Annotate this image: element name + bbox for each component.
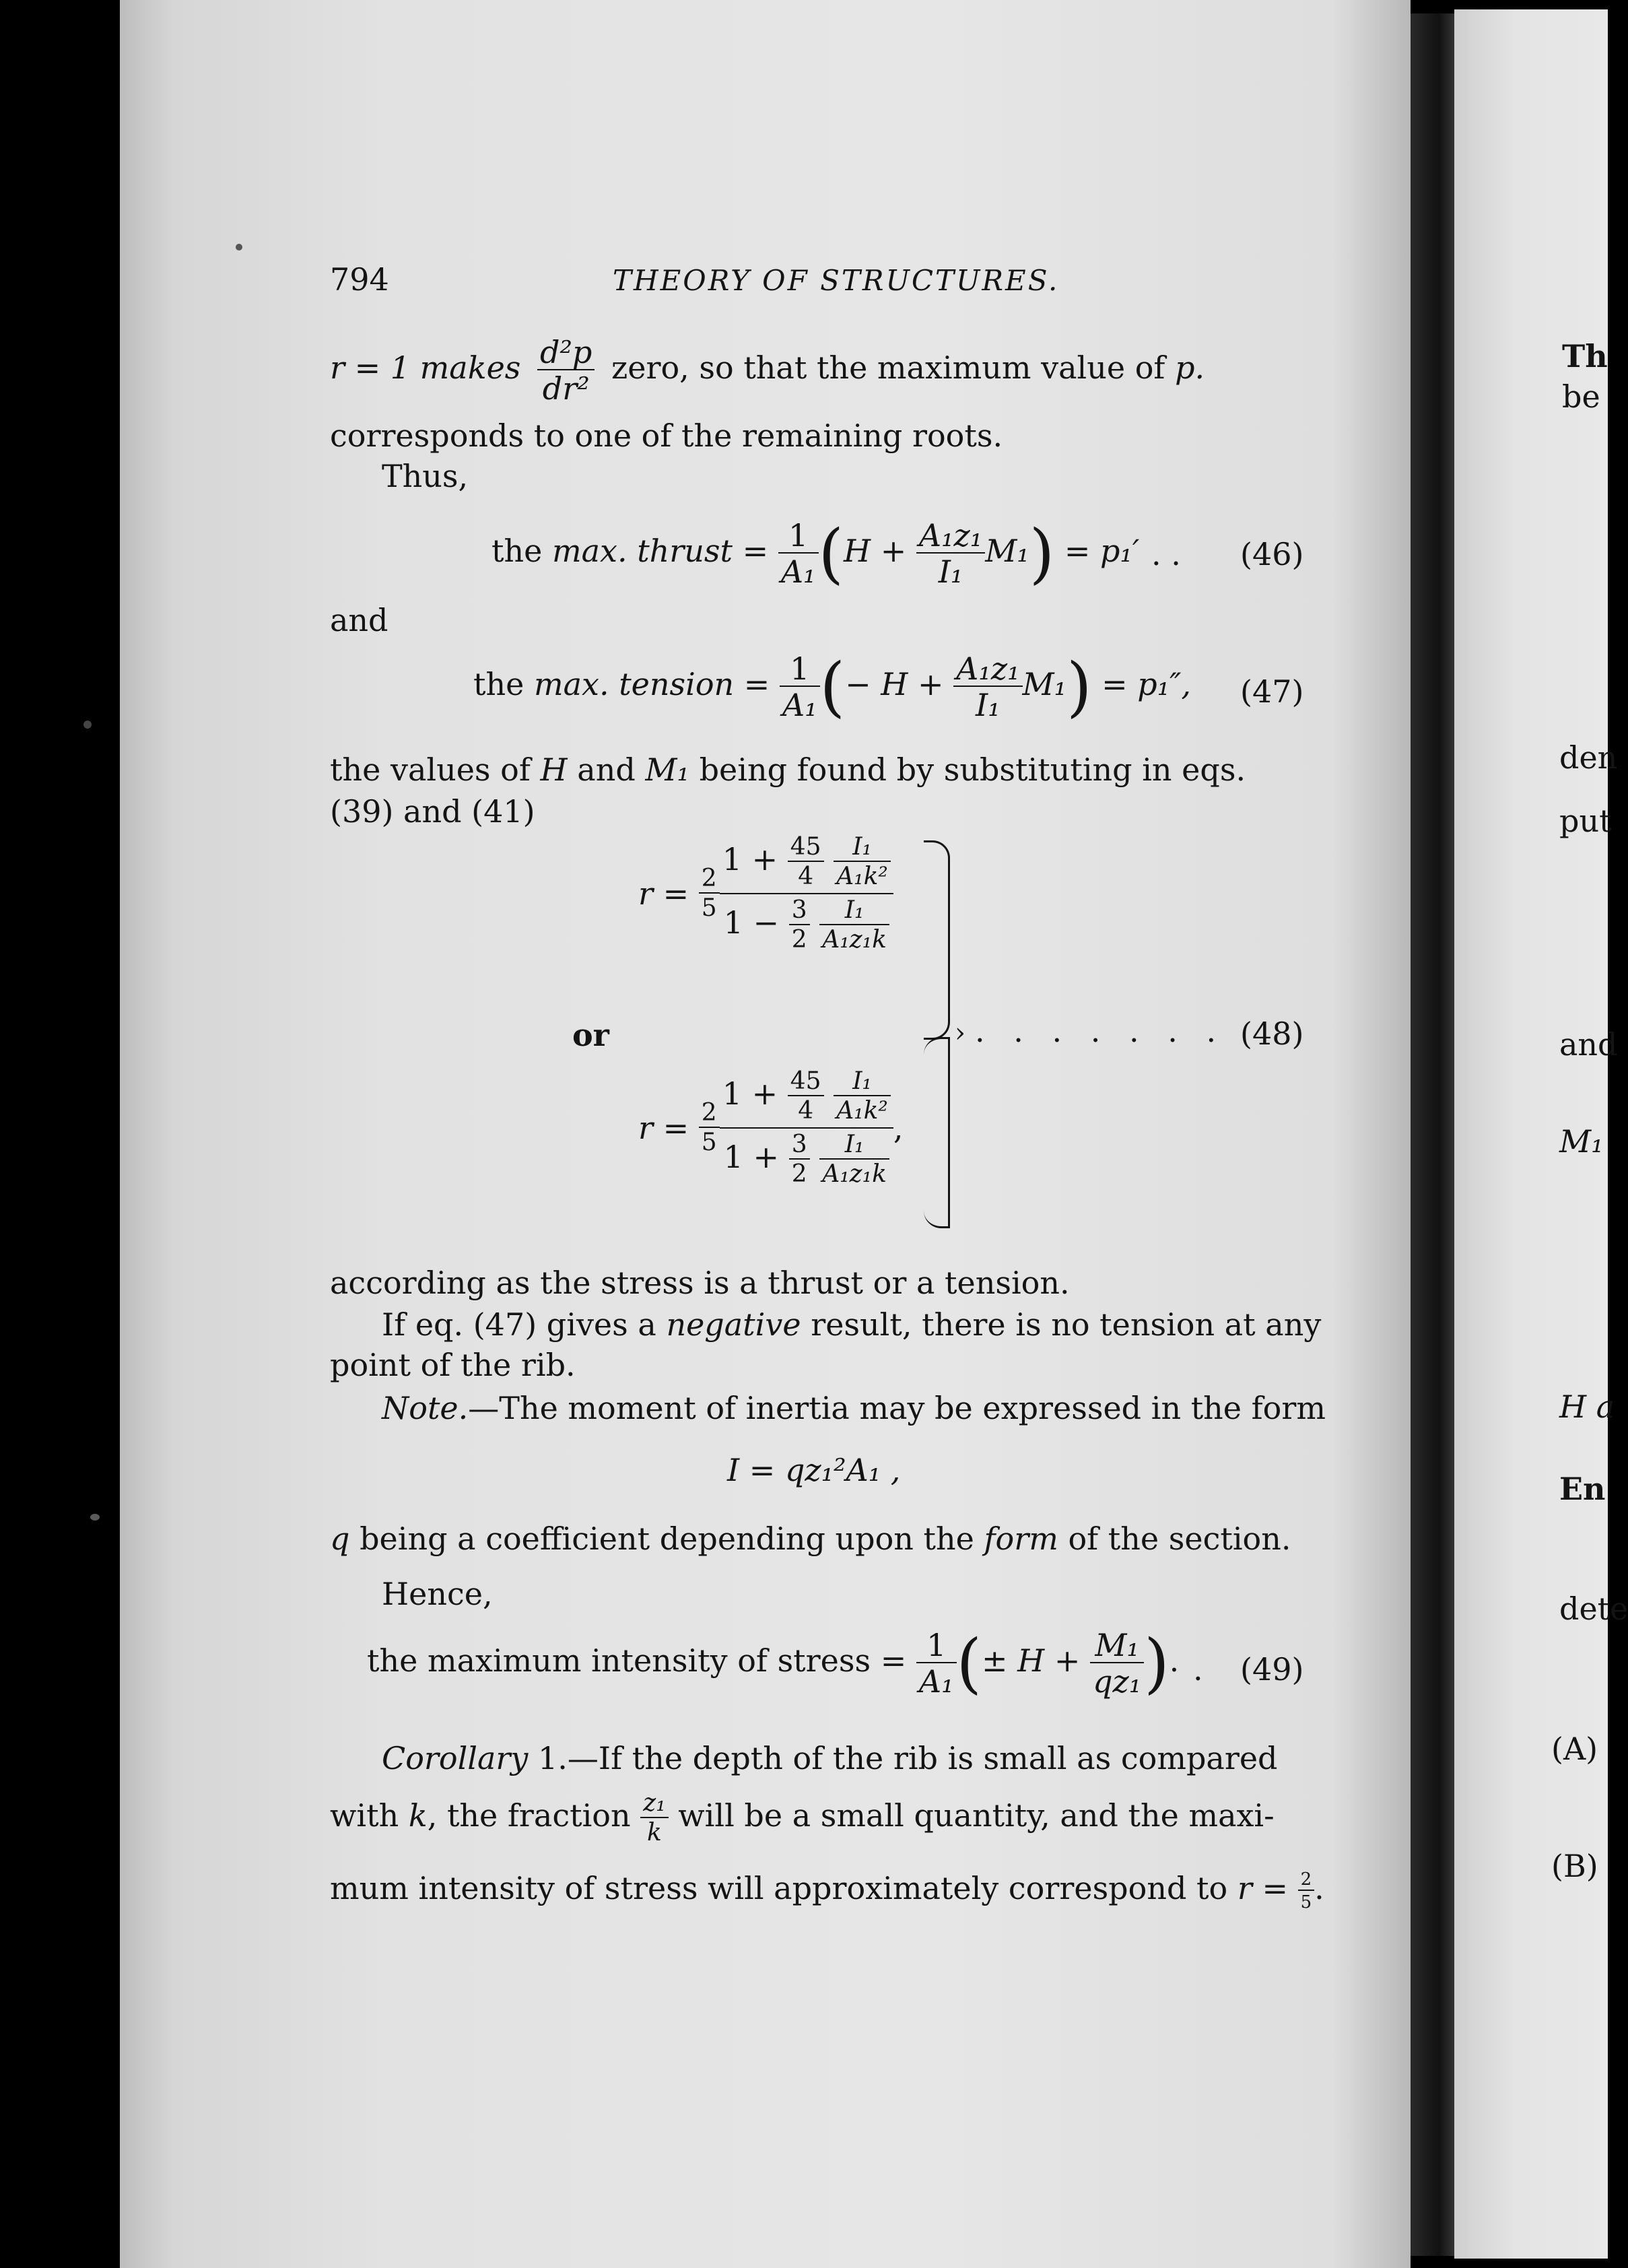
frac-den: dr²	[542, 370, 590, 407]
right-frag-be: be	[1562, 378, 1600, 415]
values-line1	[330, 752, 1246, 788]
eq-end: .	[1169, 1642, 1180, 1679]
mum-line	[330, 1871, 1324, 1911]
frac-num: I₁	[834, 835, 891, 862]
text: 1 +	[723, 1139, 780, 1175]
frac-num: 2	[699, 1101, 720, 1128]
var-H: H	[540, 752, 568, 788]
paren-open: (	[819, 649, 846, 725]
eq-lhs: max. tension	[533, 666, 735, 702]
text: 1 +	[722, 841, 778, 877]
frac-num: I₁	[819, 1133, 889, 1160]
right-frag-ha: H a	[1559, 1389, 1615, 1425]
if-line	[382, 1306, 1322, 1343]
brace-top	[924, 840, 950, 1040]
frac-den: 4	[798, 863, 814, 890]
frac-den: A₁	[918, 1663, 954, 1700]
eq-rhs: = p₁′	[1064, 533, 1140, 569]
right-frag-put: put	[1559, 803, 1612, 839]
frac-den: A₁k²	[836, 863, 888, 890]
according-line: according as the stress is a thrust or a tension.	[330, 1265, 1070, 1301]
eq48-dots: . . . . . . .	[975, 1013, 1226, 1049]
text: being found by substituting in eqs.	[699, 752, 1246, 788]
var-k: k	[408, 1797, 428, 1834]
inertia-equation: I = qz₁²A₁ ,	[727, 1452, 901, 1488]
and-word: and	[330, 602, 388, 638]
line1-fraction	[537, 334, 595, 407]
var-M1: M₁	[645, 752, 689, 788]
right-frag-en: En	[1559, 1471, 1606, 1507]
point-line: point of the rib.	[330, 1347, 576, 1383]
right-frag-th: Th	[1562, 338, 1608, 374]
frac-num: I₁	[834, 1069, 891, 1096]
italic-text: negative	[666, 1306, 801, 1343]
coef-frac	[699, 1101, 720, 1155]
frac-den: 5	[701, 1129, 717, 1156]
frac-den: A₁z₁k	[822, 1160, 887, 1188]
frac-num: M₁	[1090, 1630, 1144, 1663]
text: .	[1314, 1870, 1324, 1906]
eq48-r2	[638, 1069, 904, 1187]
text: 1 +	[722, 1075, 778, 1112]
eq49-label: (49)	[1240, 1651, 1304, 1688]
with-frac	[640, 1791, 668, 1845]
italic-text: form	[984, 1521, 1058, 1557]
eq-sign: =	[742, 533, 769, 569]
eq46-dots: . .	[1151, 536, 1181, 572]
right-frag-m1: M₁	[1559, 1123, 1604, 1160]
mum-frac	[1298, 1871, 1315, 1911]
eq-h: H +	[843, 533, 907, 569]
frac-den: 4	[798, 1097, 814, 1125]
frac-den: k	[647, 1819, 662, 1846]
text: result, there is no tension at any	[811, 1306, 1322, 1343]
frac-num: d²p	[537, 337, 595, 370]
text: If eq. (47) gives a	[382, 1306, 656, 1343]
r-lhs: r =	[638, 1110, 689, 1146]
with-line	[330, 1791, 1275, 1845]
frac-num: z₁	[640, 1791, 668, 1818]
thus: Thus,	[382, 458, 469, 494]
right-frag-a: (A)	[1551, 1731, 1598, 1767]
line1-rest: zero, so that the maximum value of	[611, 349, 1165, 386]
frac-num: 1	[916, 1630, 957, 1663]
frac-num: 3	[789, 1133, 810, 1160]
eq-sign: =	[1262, 1870, 1288, 1906]
eq-m: M₁	[985, 533, 1029, 569]
frac-den: 5	[701, 894, 717, 922]
text: 1 −	[723, 904, 780, 941]
frac-den: 2	[791, 1160, 807, 1188]
big-frac-den	[720, 894, 893, 952]
eq-prefix: the	[473, 666, 524, 702]
eq-sign: =	[743, 666, 770, 702]
right-frag-den: den	[1559, 739, 1618, 776]
page-number: 794	[330, 261, 389, 298]
eq-frac	[780, 653, 820, 721]
corollary-label: Corollary	[382, 1740, 529, 1776]
equation-46	[491, 516, 1140, 591]
var-r: r	[1237, 1870, 1252, 1906]
eq-h: ± H +	[982, 1642, 1081, 1679]
eq48-r1	[638, 835, 893, 952]
paren-open: (	[956, 1626, 982, 1701]
note-line	[382, 1390, 1326, 1426]
or-word: or	[572, 1017, 609, 1053]
frac-num: 1	[780, 653, 820, 687]
eq47-label: (47)	[1240, 673, 1304, 710]
running-title: THEORY OF STRUCTURES.	[613, 264, 1060, 297]
brace-tip: ›	[955, 1018, 965, 1048]
eq-h: − H +	[845, 666, 944, 702]
values-line2: (39) and (41)	[330, 793, 535, 830]
corollary-line	[382, 1740, 1278, 1776]
eq-inner-frac	[916, 517, 985, 590]
paren-close: )	[1029, 516, 1055, 591]
frac-num: 45	[788, 835, 824, 862]
note-label: Note.	[382, 1390, 469, 1426]
right-frag-b: (B)	[1551, 1848, 1598, 1884]
eq-m: M₁	[1022, 666, 1067, 702]
comma: ,	[893, 1110, 904, 1146]
eq-prefix: the	[491, 533, 543, 569]
eq-lhs: the maximum intensity of stress =	[367, 1642, 907, 1679]
coef-frac	[699, 867, 720, 921]
line1	[330, 334, 1205, 407]
eq48-label: (48)	[1240, 1015, 1304, 1052]
frac-den: qz₁	[1093, 1663, 1142, 1700]
frac-den: I₁	[938, 554, 963, 590]
text: —The moment of inertia may be expressed in the form	[468, 1390, 1326, 1426]
frac-den: A₁	[782, 687, 817, 723]
speck	[236, 244, 242, 251]
text: of the section.	[1068, 1521, 1291, 1557]
paren-close: )	[1144, 1626, 1169, 1701]
big-frac	[720, 1069, 893, 1187]
right-frag-dete: dete	[1559, 1591, 1628, 1627]
eq-lhs: max. thrust	[551, 533, 733, 569]
big-frac-den	[720, 1129, 893, 1187]
speck	[90, 1514, 100, 1521]
frac-num: 1	[778, 520, 819, 554]
var-q: q	[330, 1521, 350, 1557]
frac-num: 2	[1298, 1871, 1315, 1891]
r-lhs: r =	[638, 875, 689, 912]
eq49-dots: .	[1193, 1651, 1203, 1688]
paren-close: )	[1066, 649, 1092, 725]
text: and	[577, 752, 636, 788]
big-frac	[720, 835, 893, 952]
frac-den: 2	[791, 926, 807, 954]
text: with	[330, 1797, 399, 1834]
text: mum intensity of stress will approximately correspond to	[330, 1870, 1228, 1906]
frac-den: 5	[1300, 1892, 1312, 1912]
frac-num: A₁z₁	[916, 520, 985, 554]
big-frac-num	[720, 835, 893, 894]
frac-num: A₁z₁	[953, 653, 1022, 687]
text: 1.—If the depth of the rib is small as compared	[538, 1740, 1278, 1776]
eq-frac	[778, 517, 819, 590]
eq46-label: (46)	[1240, 536, 1304, 572]
frac-den: A₁k²	[836, 1097, 888, 1125]
frac-num: 3	[789, 898, 810, 925]
frac-den: I₁	[976, 687, 1000, 723]
right-frag-and: and	[1559, 1026, 1618, 1063]
text: being a coefficient depending upon the	[360, 1521, 974, 1557]
line2: corresponds to one of the remaining roots.	[330, 418, 1003, 454]
text: , the fraction	[427, 1797, 631, 1834]
frac-num: 45	[788, 1069, 824, 1096]
eq-rhs: = p₁″,	[1101, 666, 1191, 702]
q-line	[330, 1521, 1291, 1557]
big-frac-num	[720, 1069, 893, 1129]
frac-den: A₁	[780, 554, 816, 590]
eq-inner-frac	[953, 653, 1022, 721]
book-gutter	[1411, 13, 1458, 2256]
text: the values of	[330, 752, 531, 788]
speck	[83, 721, 92, 729]
frac-num: 2	[699, 867, 720, 894]
hence: Hence,	[382, 1576, 493, 1612]
equation-47	[473, 649, 1191, 725]
eq-frac	[916, 1627, 957, 1700]
line1-end: p.	[1175, 349, 1205, 386]
frac-den: A₁z₁k	[822, 926, 887, 954]
brace-bottom	[924, 1037, 950, 1228]
paren-open: (	[818, 516, 844, 591]
text: will be a small quantity, and the maxi-	[678, 1797, 1275, 1834]
eq-inner-frac	[1090, 1627, 1144, 1700]
frac-num: I₁	[819, 898, 889, 925]
line1-lhs: r = 1 makes	[330, 349, 521, 386]
equation-49	[367, 1626, 1180, 1701]
